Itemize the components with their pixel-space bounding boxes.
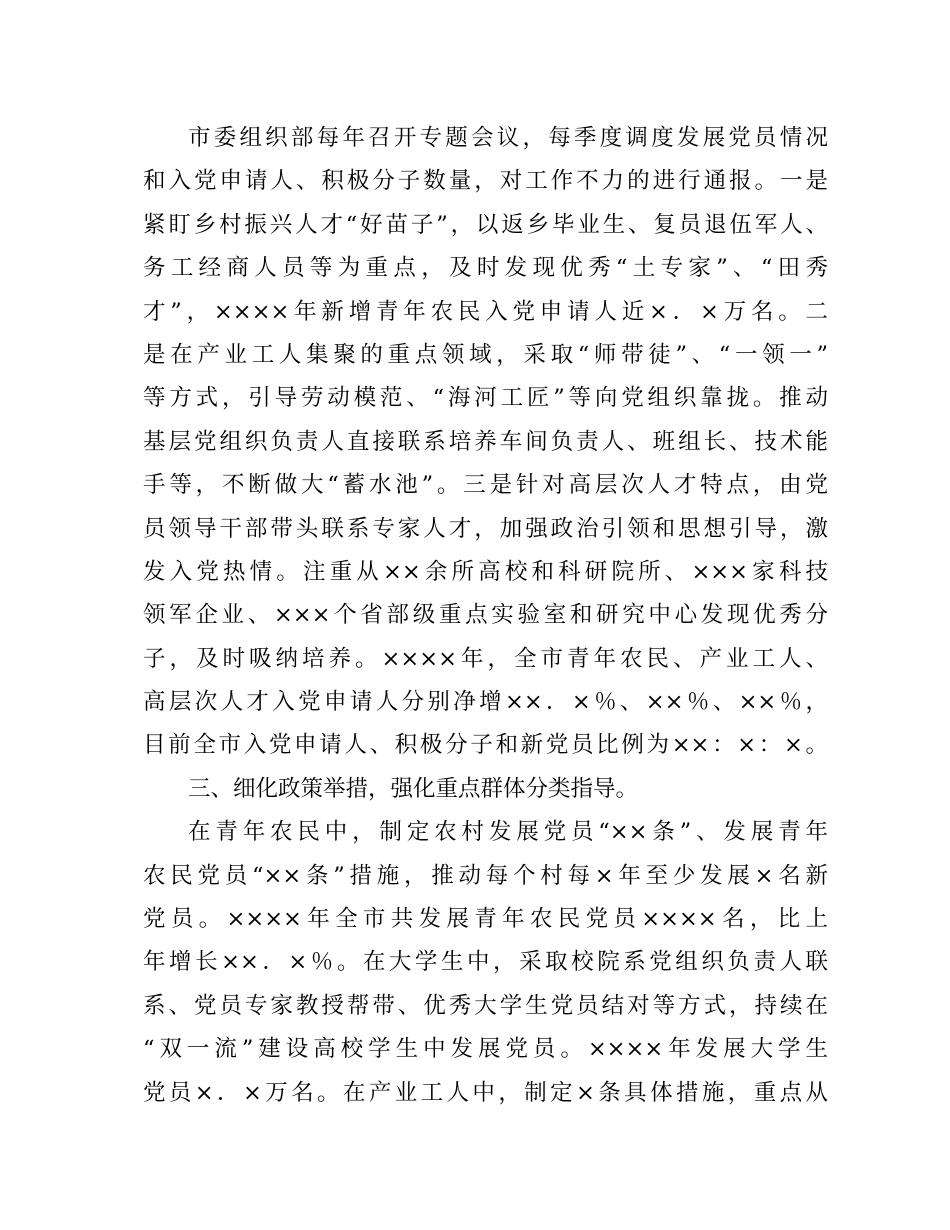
- paragraph-line: 是在产业工人集聚的重点领域，采取“师带徒”、“一领一”: [143, 341, 828, 368]
- paragraph-line: 手等，不断做大“蓄水池”。三是针对高层次人才特点，由党: [143, 472, 828, 499]
- paragraph-line: 子，及时吸纳培养。××××年，全市青年农民、产业工人、: [143, 645, 828, 672]
- paragraph-line: 务工经商人员等为重点，及时发现优秀“土专家”、“田秀: [143, 255, 828, 282]
- paragraph-line: 党员×．×万名。在产业工人中，制定×条具体措施，重点从: [143, 1079, 828, 1106]
- paragraph-line: 系、党员专家教授帮带、优秀大学生党员结对等方式，持续在: [143, 992, 828, 1019]
- section-heading: 三、细化政策举措，强化重点群体分类指导。: [188, 775, 639, 802]
- paragraph-line: 紧盯乡村振兴人才“好苗子”，以返乡毕业生、复员退伍军人、: [143, 211, 828, 238]
- paragraph-line: 高层次人才入党申请人分别净增××．×％、××％、××％，: [143, 689, 828, 716]
- body-text: [143, 117, 828, 1115]
- paragraph-line: 发入党热情。注重从××余所高校和科研院所、×××家科技: [143, 558, 828, 585]
- paragraph-line: 才”，××××年新增青年农民入党申请人近×．×万名。二: [143, 298, 828, 325]
- paragraph-line: 年增长××．×％。在大学生中，采取校院系党组织负责人联: [143, 949, 828, 976]
- paragraph-line: 目前全市入党申请人、积极分子和新党员比例为××：×：×。: [143, 732, 828, 759]
- paragraph-line: 和入党申请人、积极分子数量，对工作不力的进行通报。一是: [143, 168, 828, 195]
- paragraph-line: 在青年农民中，制定农村发展党员“××条”、发展青年: [188, 819, 828, 846]
- paragraph-line: 基层党组织负责人直接联系培养车间负责人、班组长、技术能: [143, 428, 828, 455]
- paragraph-line: 党员。××××年全市共发展青年农民党员××××名，比上: [143, 906, 828, 933]
- paragraph-line: 市委组织部每年召开专题会议，每季度调度发展党员情况: [188, 125, 828, 151]
- paragraph-line: “双一流”建设高校学生中发展党员。××××年发展大学生: [143, 1036, 828, 1063]
- paragraph-line: 领军企业、×××个省部级重点实验室和研究中心发现优秀分: [143, 602, 828, 629]
- paragraph-line: 等方式，引导劳动模范、“海河工匠”等向党组织靠拢。推动: [143, 385, 828, 412]
- paragraph-line: 农民党员“××条”措施，推动每个村每×年至少发展×名新: [143, 862, 828, 889]
- paragraph-line: 员领导干部带头联系专家人才，加强政治引领和思想引导，激: [143, 515, 828, 542]
